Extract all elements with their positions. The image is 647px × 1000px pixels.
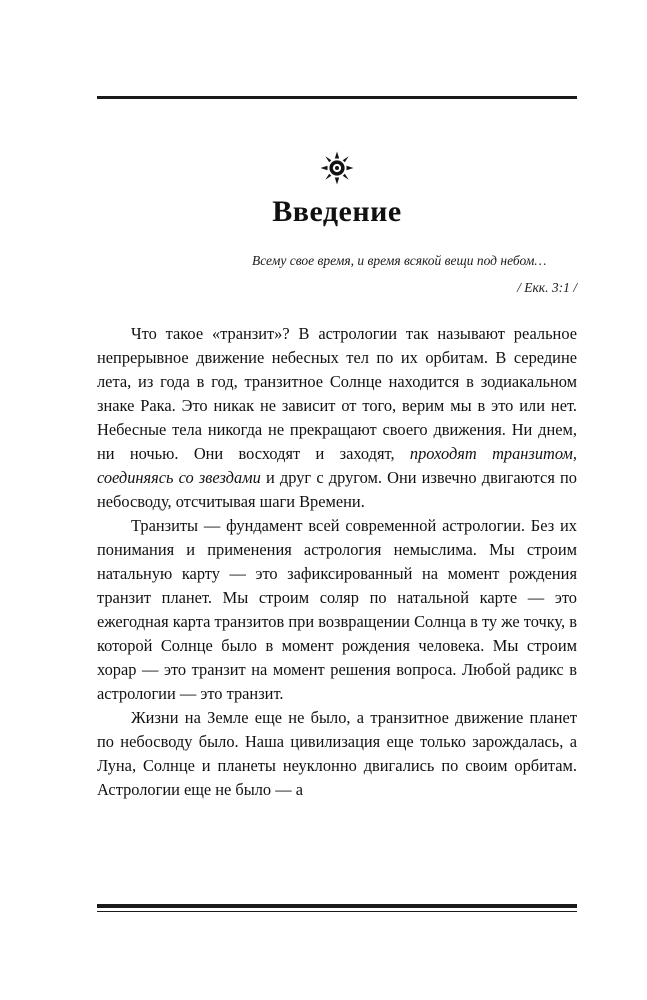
paragraph-1 (97, 322, 577, 514)
header-rule (97, 96, 577, 99)
sun-ornament-icon (97, 151, 577, 185)
paragraph-3 (97, 706, 577, 802)
chapter-title: Введение (272, 195, 402, 228)
paragraph-1-segment-2-italic: проходят транзитом, соединяясь со звездами (97, 443, 577, 487)
body-text (97, 322, 577, 803)
footer-rule-thin (97, 911, 577, 913)
footer-rule-group (97, 904, 577, 912)
paragraph-3-segment-1: Жизни на Земле еще не было, а транзитное движение планет по небосводу было. Наша цивилизация еще только зарождалась, а Луна, Солнце и планеты неуклонно двигались по своим орбитам. Астрологии еще не было — а (97, 708, 577, 800)
page-content (97, 96, 577, 802)
footer-rule-thick (97, 904, 577, 908)
epigraph-source: / Екк. 3:1 / (517, 279, 577, 295)
paragraph-2-segment-1: Транзиты — фундамент всей современной астрологии. Без их понимания и применения астрология немыслима. Мы строим натальную карту — это зафиксированный на момент рождения транзит планет. Мы строим соляр по натальной карте — это ежегодная карта транзитов при возвращении Солнца в ту же точку, в которой Солнце было в момент рождения человека. Мы строим хорар — это транзит на момент решения вопроса. Любой радикс в астрологии — это транзит. (97, 515, 577, 704)
paragraph-2 (97, 514, 577, 706)
paragraph-1-segment-3: и друг с другом. Они извечно двигаются по небосводу, отсчитывая шаги Времени. (97, 467, 577, 511)
epigraph-text: Всему свое время, и время всякой вещи под небом… (252, 253, 547, 268)
paragraph-1-segment-1: Что такое «транзит»? В астрологии так называют реальное непрерывное движение небесных тел по их орбитам. В середине лета, из года в год, транзитное Солнце находится в зодиакальном знаке Рака. Это никак не зависит от того, верим мы в это или нет. Небесные тела никогда не прекращают своего движения. Ни днем, ни ночью. Они восходят и заходят, (97, 323, 577, 463)
